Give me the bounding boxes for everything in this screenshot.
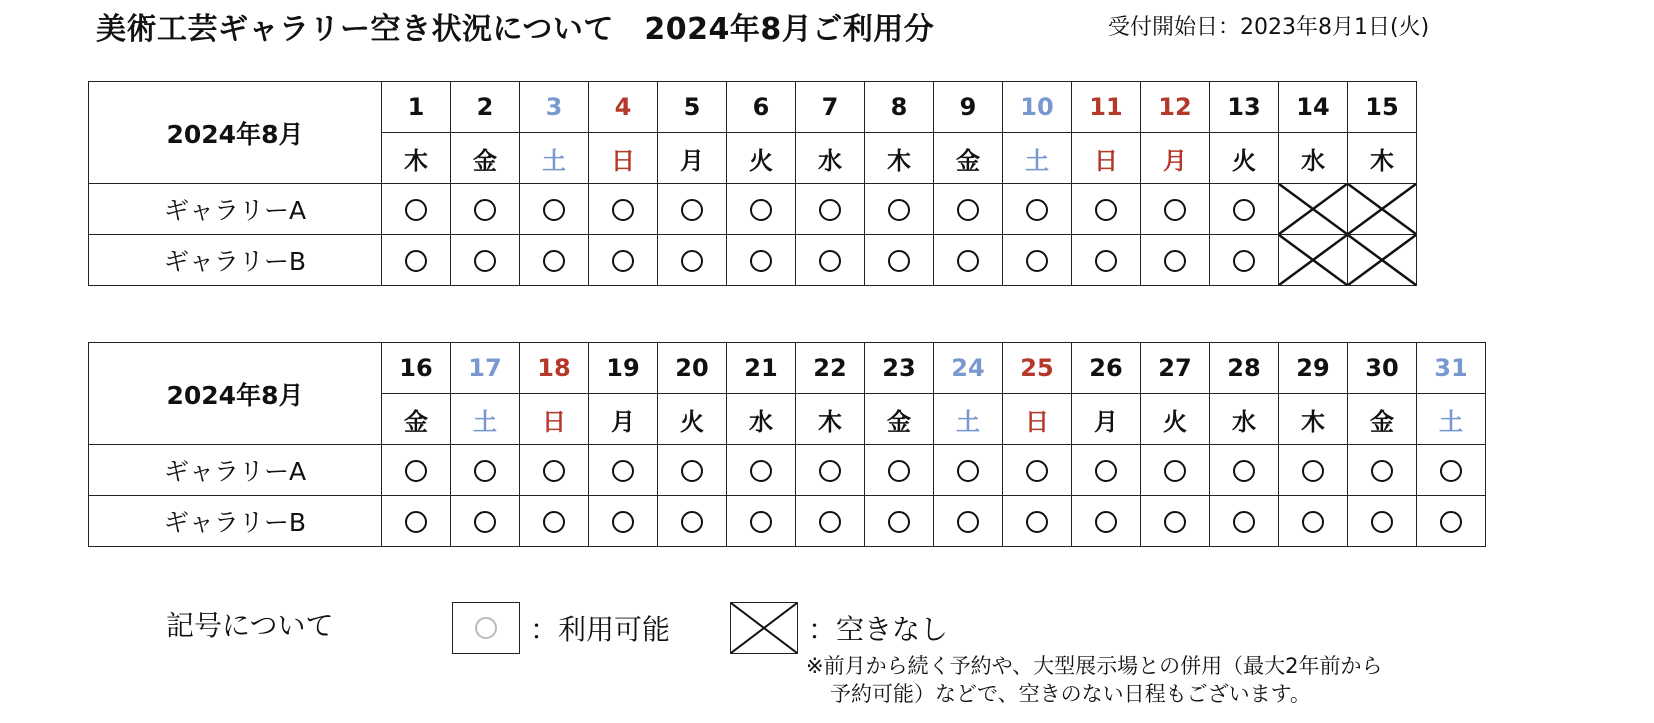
weekday: 日 — [589, 133, 658, 184]
circle-icon — [1164, 511, 1186, 533]
circle-icon — [405, 511, 427, 533]
status-available — [451, 445, 520, 496]
weekday: 金 — [865, 394, 934, 445]
weekday: 火 — [1210, 133, 1279, 184]
circle-icon — [1302, 460, 1324, 482]
day-number: 9 — [934, 82, 1003, 133]
cross-icon — [1279, 235, 1347, 285]
day-number: 2 — [451, 82, 520, 133]
status-available — [1141, 496, 1210, 547]
status-available — [1417, 445, 1486, 496]
circle-icon — [405, 199, 427, 221]
day-number: 19 — [589, 343, 658, 394]
cross-icon — [1279, 184, 1347, 234]
status-available — [658, 445, 727, 496]
status-available — [1003, 235, 1072, 286]
reception-start-date: 受付開始日：2023年8月1日(火) — [1108, 15, 1430, 40]
legend-title: 記号について — [166, 609, 334, 642]
circle-icon — [612, 460, 634, 482]
gallery-name: ギャラリーB — [89, 235, 382, 286]
day-number: 31 — [1417, 343, 1486, 394]
weekday: 水 — [1279, 133, 1348, 184]
circle-icon — [681, 511, 703, 533]
weekday: 金 — [1348, 394, 1417, 445]
status-available — [1210, 184, 1279, 235]
status-available — [1417, 496, 1486, 547]
status-unavailable — [1279, 235, 1348, 286]
cross-icon — [1348, 184, 1416, 234]
circle-icon — [1026, 199, 1048, 221]
circle-icon — [750, 460, 772, 482]
note — [806, 652, 1383, 708]
availability-table-2 — [88, 342, 1486, 547]
circle-icon — [1233, 511, 1255, 533]
weekday: 月 — [589, 394, 658, 445]
status-available — [865, 235, 934, 286]
day-number: 3 — [520, 82, 589, 133]
status-available — [1072, 445, 1141, 496]
day-number: 12 — [1141, 82, 1210, 133]
weekday: 日 — [520, 394, 589, 445]
status-available — [1141, 184, 1210, 235]
weekday: 土 — [934, 394, 1003, 445]
month-label: 2024年8月 — [89, 343, 382, 445]
circle-icon — [543, 250, 565, 272]
status-available — [1003, 184, 1072, 235]
circle-icon — [1026, 460, 1048, 482]
gallery-row — [89, 235, 1417, 286]
status-available — [1072, 496, 1141, 547]
circle-icon — [1440, 460, 1462, 482]
day-number: 8 — [865, 82, 934, 133]
status-available — [1210, 445, 1279, 496]
cross-icon — [731, 603, 797, 653]
day-number: 26 — [1072, 343, 1141, 394]
weekday: 土 — [520, 133, 589, 184]
day-number: 18 — [520, 343, 589, 394]
status-available — [1003, 496, 1072, 547]
status-unavailable — [1348, 235, 1417, 286]
legend-unavailable-box — [730, 602, 798, 654]
status-available — [934, 445, 1003, 496]
status-available — [727, 235, 796, 286]
weekday: 水 — [796, 133, 865, 184]
day-number: 30 — [1348, 343, 1417, 394]
status-available — [658, 235, 727, 286]
weekday: 土 — [1417, 394, 1486, 445]
day-number: 16 — [382, 343, 451, 394]
legend-available-text: ：利用可能 — [530, 613, 671, 646]
status-available — [1348, 445, 1417, 496]
status-available — [865, 445, 934, 496]
circle-icon — [1371, 460, 1393, 482]
status-available — [658, 496, 727, 547]
status-available — [382, 235, 451, 286]
day-number: 24 — [934, 343, 1003, 394]
circle-icon — [474, 511, 496, 533]
weekday: 月 — [1072, 394, 1141, 445]
gallery-name: ギャラリーB — [89, 496, 382, 547]
status-unavailable — [1348, 184, 1417, 235]
status-available — [796, 184, 865, 235]
status-available — [451, 496, 520, 547]
day-number: 21 — [727, 343, 796, 394]
status-available — [727, 445, 796, 496]
day-number: 15 — [1348, 82, 1417, 133]
status-available — [1348, 496, 1417, 547]
weekday: 水 — [1210, 394, 1279, 445]
circle-icon — [1233, 460, 1255, 482]
status-available — [589, 496, 658, 547]
weekday: 木 — [865, 133, 934, 184]
weekday: 木 — [796, 394, 865, 445]
gallery-row — [89, 445, 1486, 496]
circle-icon — [612, 511, 634, 533]
status-available — [589, 235, 658, 286]
circle-icon — [1164, 199, 1186, 221]
circle-icon — [1233, 199, 1255, 221]
circle-icon — [1233, 250, 1255, 272]
day-number-row — [89, 82, 1417, 133]
circle-icon — [1095, 511, 1117, 533]
status-available — [658, 184, 727, 235]
status-available — [796, 235, 865, 286]
status-available — [727, 496, 796, 547]
circle-icon — [1440, 511, 1462, 533]
circle-icon — [1095, 460, 1117, 482]
circle-icon — [543, 199, 565, 221]
circle-icon — [681, 460, 703, 482]
cross-icon — [1348, 235, 1416, 285]
circle-icon — [405, 250, 427, 272]
circle-icon — [957, 511, 979, 533]
day-number: 22 — [796, 343, 865, 394]
day-number: 27 — [1141, 343, 1210, 394]
weekday: 金 — [451, 133, 520, 184]
month-label: 2024年8月 — [89, 82, 382, 184]
weekday: 月 — [658, 133, 727, 184]
circle-icon — [681, 250, 703, 272]
status-available — [382, 445, 451, 496]
day-number: 29 — [1279, 343, 1348, 394]
day-number: 13 — [1210, 82, 1279, 133]
weekday: 木 — [382, 133, 451, 184]
status-available — [589, 445, 658, 496]
weekday: 金 — [382, 394, 451, 445]
circle-icon — [405, 460, 427, 482]
circle-icon — [1164, 250, 1186, 272]
status-available — [1279, 445, 1348, 496]
circle-icon — [474, 199, 496, 221]
circle-icon — [888, 199, 910, 221]
circle-icon — [1302, 511, 1324, 533]
gallery-name: ギャラリーA — [89, 184, 382, 235]
day-number: 17 — [451, 343, 520, 394]
status-available — [796, 496, 865, 547]
status-available — [451, 235, 520, 286]
circle-icon — [957, 460, 979, 482]
circle-icon — [1095, 199, 1117, 221]
status-available — [520, 496, 589, 547]
status-available — [1141, 445, 1210, 496]
weekday: 金 — [934, 133, 1003, 184]
legend-available-box — [452, 602, 520, 654]
day-number: 4 — [589, 82, 658, 133]
circle-icon — [1026, 250, 1048, 272]
availability-table-1 — [88, 81, 1417, 286]
circle-icon — [681, 199, 703, 221]
status-available — [1072, 184, 1141, 235]
status-available — [796, 445, 865, 496]
status-available — [382, 496, 451, 547]
weekday: 木 — [1348, 133, 1417, 184]
weekday: 日 — [1072, 133, 1141, 184]
day-number: 28 — [1210, 343, 1279, 394]
status-available — [520, 445, 589, 496]
circle-icon — [888, 250, 910, 272]
day-number: 23 — [865, 343, 934, 394]
weekday: 水 — [727, 394, 796, 445]
status-available — [934, 184, 1003, 235]
note-line-1: ※前月から続く予約や、大型展示場との併用（最大2年前から — [806, 654, 1383, 678]
status-available — [865, 496, 934, 547]
note-line-2: 予約可能）などで、空きのない日程もございます。 — [830, 682, 1311, 706]
status-available — [382, 184, 451, 235]
circle-icon — [750, 199, 772, 221]
day-number: 25 — [1003, 343, 1072, 394]
circle-icon — [819, 511, 841, 533]
day-number: 1 — [382, 82, 451, 133]
status-available — [727, 184, 796, 235]
day-number: 7 — [796, 82, 865, 133]
circle-icon — [612, 250, 634, 272]
status-available — [520, 235, 589, 286]
circle-icon — [475, 617, 497, 639]
status-available — [1279, 496, 1348, 547]
gallery-row — [89, 496, 1486, 547]
day-number: 6 — [727, 82, 796, 133]
gallery-row — [89, 184, 1417, 235]
circle-icon — [1095, 250, 1117, 272]
circle-icon — [819, 199, 841, 221]
circle-icon — [543, 460, 565, 482]
circle-icon — [543, 511, 565, 533]
weekday: 火 — [727, 133, 796, 184]
gallery-name: ギャラリーA — [89, 445, 382, 496]
status-available — [934, 235, 1003, 286]
legend-unavailable-text: ：空きなし — [808, 613, 949, 646]
circle-icon — [750, 250, 772, 272]
circle-icon — [819, 250, 841, 272]
day-number: 11 — [1072, 82, 1141, 133]
circle-icon — [888, 460, 910, 482]
circle-icon — [1026, 511, 1048, 533]
circle-icon — [957, 250, 979, 272]
weekday: 土 — [1003, 133, 1072, 184]
status-available — [1072, 235, 1141, 286]
weekday: 火 — [1141, 394, 1210, 445]
weekday: 土 — [451, 394, 520, 445]
circle-icon — [750, 511, 772, 533]
circle-icon — [612, 199, 634, 221]
status-unavailable — [1279, 184, 1348, 235]
weekday: 月 — [1141, 133, 1210, 184]
day-number: 14 — [1279, 82, 1348, 133]
weekday: 日 — [1003, 394, 1072, 445]
day-number: 5 — [658, 82, 727, 133]
status-available — [1210, 496, 1279, 547]
circle-icon — [474, 460, 496, 482]
status-available — [520, 184, 589, 235]
day-number-row — [89, 343, 1486, 394]
circle-icon — [957, 199, 979, 221]
day-number: 10 — [1003, 82, 1072, 133]
status-available — [865, 184, 934, 235]
circle-icon — [819, 460, 841, 482]
status-available — [451, 184, 520, 235]
circle-icon — [1371, 511, 1393, 533]
status-available — [1003, 445, 1072, 496]
weekday: 木 — [1279, 394, 1348, 445]
status-available — [934, 496, 1003, 547]
status-available — [1141, 235, 1210, 286]
day-number: 20 — [658, 343, 727, 394]
circle-icon — [474, 250, 496, 272]
circle-icon — [888, 511, 910, 533]
status-available — [1210, 235, 1279, 286]
status-available — [589, 184, 658, 235]
circle-icon — [1164, 460, 1186, 482]
page-title: 美術工芸ギャラリー空き状況について 2024年8月ご利用分 — [96, 12, 935, 47]
weekday: 火 — [658, 394, 727, 445]
